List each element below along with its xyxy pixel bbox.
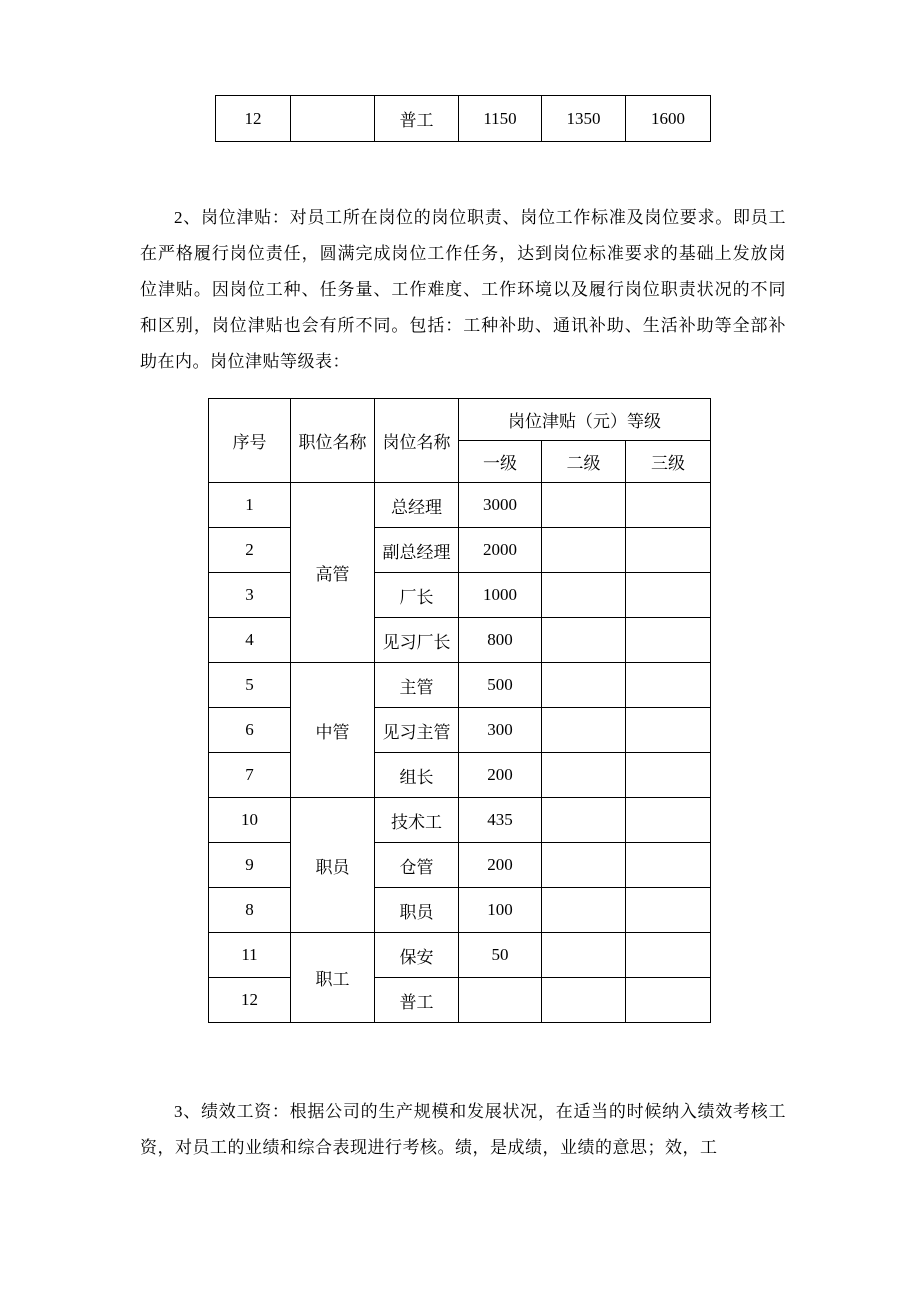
cell-level2: [542, 528, 626, 573]
cell-level1: 1000: [459, 573, 542, 618]
cell-value-1: 1150: [459, 96, 542, 142]
table-row: [209, 753, 711, 798]
table-row: [216, 96, 711, 142]
cell-level1: 500: [459, 663, 542, 708]
header-level3: 三级: [626, 441, 711, 483]
cell-level3: [626, 753, 711, 798]
paragraph-performance-pay: 3、绩效工资：根据公司的生产规模和发展状况，在适当的时候纳入绩效考核工资，对员工的业绩和综合表现进行考核。绩，是成绩，业绩的意思；效，工: [140, 1102, 786, 1157]
header-level1: 一级: [459, 441, 542, 483]
cell-job: 厂长: [375, 573, 459, 618]
cell-no: 4: [209, 618, 291, 663]
header-no: 序号: [209, 399, 291, 483]
cell-job: 保安: [375, 933, 459, 978]
cell-job: 职员: [375, 888, 459, 933]
cell-level1: 50: [459, 933, 542, 978]
table-row: [209, 708, 711, 753]
cell-level1: 800: [459, 618, 542, 663]
cell-level1: 435: [459, 798, 542, 843]
cell-no: 7: [209, 753, 291, 798]
table-row: [209, 978, 711, 1023]
cell-level3: [626, 798, 711, 843]
cell-level3: [626, 663, 711, 708]
cell-level2: [542, 978, 626, 1023]
cell-level2: [542, 888, 626, 933]
cell-group-name: 职工: [291, 933, 375, 1023]
cell-no: 9: [209, 843, 291, 888]
header-position: 职位名称: [291, 399, 375, 483]
cell-no: 8: [209, 888, 291, 933]
cell-job: 普工: [375, 96, 459, 142]
cell-level3: [626, 843, 711, 888]
cell-job: 见习厂长: [375, 618, 459, 663]
cell-level1: 200: [459, 753, 542, 798]
cell-group-name: 职员: [291, 798, 375, 933]
cell-job: 总经理: [375, 483, 459, 528]
cell-no: 2: [209, 528, 291, 573]
cell-job: 见习主管: [375, 708, 459, 753]
cell-job: 主管: [375, 663, 459, 708]
cell-no: 11: [209, 933, 291, 978]
cell-level3: [626, 978, 711, 1023]
table-row: [209, 483, 711, 528]
cell-level1: 300: [459, 708, 542, 753]
cell-job: 仓管: [375, 843, 459, 888]
table-row: [209, 933, 711, 978]
top-table-fragment: [215, 95, 711, 142]
table-row: [209, 528, 711, 573]
cell-no: 12: [216, 96, 291, 142]
cell-job: 普工: [375, 978, 459, 1023]
table-row: [209, 843, 711, 888]
cell-level3: [626, 888, 711, 933]
cell-level2: [542, 573, 626, 618]
cell-no: 5: [209, 663, 291, 708]
cell-level2: [542, 843, 626, 888]
cell-level3: [626, 483, 711, 528]
cell-level2: [542, 708, 626, 753]
paragraph-post-allowance: 2、岗位津贴：对员工所在岗位的岗位职责、岗位工作标准及岗位要求。即员工在严格履行岗位责任，圆满完成岗位工作任务，达到岗位标准要求的基础上发放岗位津贴。因岗位工种、任务量、工作难度、工作环境以及履行岗位职责状况的不同和区别，岗位津贴也会有所不同。包括：工种补助、通讯补助、生活补助等全部补助在内。岗位津贴等级表：: [140, 208, 786, 371]
cell-group-name: 高管: [291, 483, 375, 663]
cell-value-3: 1600: [626, 96, 711, 142]
header-job: 岗位名称: [375, 399, 459, 483]
cell-level2: [542, 618, 626, 663]
cell-no: 6: [209, 708, 291, 753]
cell-empty: [291, 96, 375, 142]
cell-level1: [459, 978, 542, 1023]
cell-level3: [626, 933, 711, 978]
cell-group-name: 中管: [291, 663, 375, 798]
table-row: [209, 663, 711, 708]
cell-job: 技术工: [375, 798, 459, 843]
header-allowance-span: 岗位津贴（元）等级: [459, 399, 711, 441]
header-level2: 二级: [542, 441, 626, 483]
cell-level3: [626, 618, 711, 663]
header-row-1: [209, 399, 711, 441]
table-row: [209, 888, 711, 933]
cell-level1: 2000: [459, 528, 542, 573]
cell-level2: [542, 798, 626, 843]
allowance-table: [208, 398, 711, 1023]
cell-level3: [626, 528, 711, 573]
cell-no: 12: [209, 978, 291, 1023]
cell-no: 3: [209, 573, 291, 618]
cell-level3: [626, 573, 711, 618]
table-row: [209, 798, 711, 843]
table-row: [209, 573, 711, 618]
table-row: [209, 618, 711, 663]
cell-level2: [542, 663, 626, 708]
cell-job: 副总经理: [375, 528, 459, 573]
cell-level2: [542, 933, 626, 978]
cell-level1: 100: [459, 888, 542, 933]
cell-no: 10: [209, 798, 291, 843]
cell-level3: [626, 708, 711, 753]
cell-level2: [542, 483, 626, 528]
cell-level1: 200: [459, 843, 542, 888]
cell-level2: [542, 753, 626, 798]
cell-level1: 3000: [459, 483, 542, 528]
cell-value-2: 1350: [542, 96, 626, 142]
cell-job: 组长: [375, 753, 459, 798]
cell-no: 1: [209, 483, 291, 528]
